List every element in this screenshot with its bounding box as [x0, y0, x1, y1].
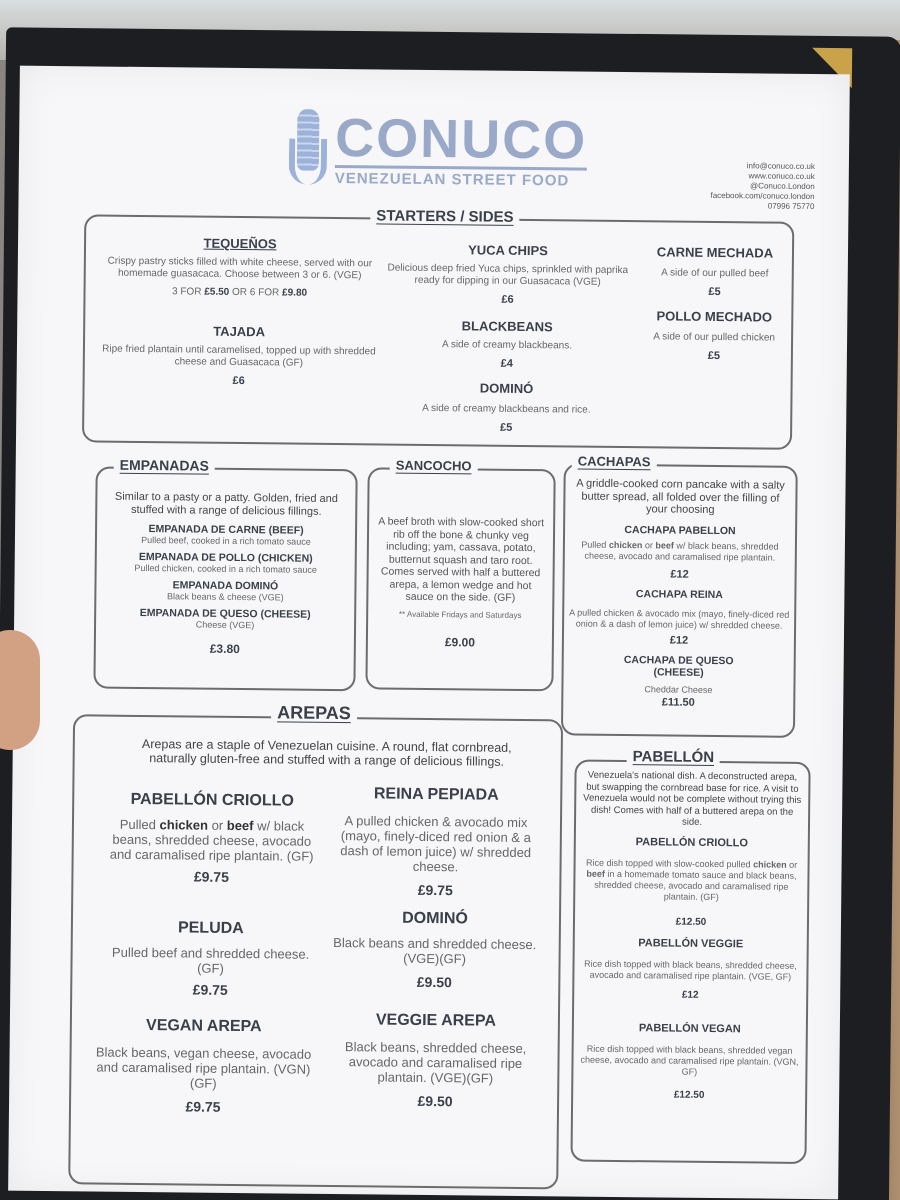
- arepa-criollo-desc: [102, 817, 322, 864]
- sancocho-desc: A beef broth with slow-cooked short rib off the bone & chunky veg including; yam, cassava, potato, butternut squash and taro root. Comes served with half a buttered arepa, a lemon wedge and hot sauce on the side. (GF): [378, 515, 545, 604]
- carne-mechada-name: CARNE MECHADA: [656, 244, 774, 261]
- sancocho-item: [374, 515, 547, 649]
- pollo-mechado-item: [639, 308, 790, 363]
- arepa-vegan-desc: Black beans, vegan cheese, avocado and caramalised ripe plantain. (VGN)(GF): [95, 1044, 312, 1091]
- empanada-carne-desc: Pulled beef, cooked in a rich tomato sauce: [141, 534, 311, 547]
- blackbeans-name: BLACKBEANS: [461, 318, 553, 335]
- brand-logo: [289, 109, 588, 192]
- arepa-vegan-price: £9.75: [185, 1098, 221, 1115]
- contact-email: info@conuco.co.uk: [746, 161, 815, 172]
- tajada-price: £6: [232, 374, 245, 388]
- arepa-criollo-desc-b: chicken: [159, 817, 209, 833]
- yuca-item: [377, 241, 638, 307]
- arepa-criollo-name: PABELLÓN CRIOLLO: [130, 790, 294, 810]
- empanada-item: [101, 551, 351, 576]
- tequenos-price-6: £9.80: [282, 287, 308, 299]
- tajada-desc: Ripe fried plantain until caramelised, topped up with shredded cheese and Guasacaca (GF): [102, 343, 376, 369]
- empanada-pollo-desc: Pulled chicken, cooked in a rich tomato sauce: [134, 562, 317, 575]
- thumb: [0, 630, 40, 750]
- arepa-reina-item: [327, 785, 544, 899]
- blackbeans-desc: A side of creamy blackbeans.: [441, 339, 573, 352]
- pabellon-veggie-desc: Rice dish topped with black beans, shredded cheese, avocado and caramalised ripe plantain. (VGE, GF): [584, 958, 797, 982]
- cachapa-queso-price: £11.50: [661, 695, 695, 709]
- sancocho-note: ** Available Fridays and Saturdays: [398, 609, 522, 620]
- arepa-vegan-item: [85, 1016, 322, 1115]
- cachapa-reina-name: CACHAPA REINA: [635, 587, 723, 601]
- empanadas-list: [100, 491, 352, 658]
- arepa-criollo-item: [101, 791, 322, 886]
- empanada-pollo-name: EMPANADA DE POLLO (CHICKEN): [138, 550, 313, 565]
- menu-sheet: [8, 66, 850, 1200]
- pollo-mechado-desc: A side of our pulled chicken: [653, 331, 776, 344]
- pabellon-title: PABELLÓN: [627, 748, 721, 766]
- arepa-domino-item: [326, 909, 543, 991]
- pabellon-criollo-desc-c: or: [789, 859, 798, 870]
- arepa-criollo-desc-d: beef: [226, 817, 254, 834]
- empanadas-title: EMPANADAS: [114, 457, 215, 474]
- pollo-mechado-name: POLLO MECHADO: [656, 308, 773, 325]
- pabellon-vegan-desc: Rice dish topped with black beans, shredded vegan cheese, avocado and caramalised ripe plantain. (VGN, GF): [580, 1043, 799, 1077]
- empanada-queso-name: EMPANADA DE QUESO (CHEESE): [139, 606, 311, 621]
- arepa-reina-desc: A pulled chicken & avocado mix (mayo, finely-diced red onion & a dash of lemon juice) w/ shredded cheese.: [340, 813, 532, 875]
- corn-icon: [289, 109, 328, 189]
- cachapa-pabellon-desc-b: chicken: [608, 539, 643, 550]
- arepa-domino-price: £9.50: [416, 973, 452, 991]
- arepa-domino-desc: Black beans and shredded cheese. (VGE)(GF): [333, 935, 537, 967]
- arepa-peluda-price: £9.75: [192, 981, 228, 998]
- cachapa-pabellon-desc-a: Pulled: [581, 539, 607, 550]
- arepa-criollo-desc-e: w/ black beans, shredded cheese, avocado and caramalised ripe plantain. (GF): [109, 818, 314, 864]
- arepa-reina-name: REINA PEPIADA: [373, 785, 499, 804]
- tequenos-desc: Crispy pastry sticks filled with white cheese, served with our homemade guasacaca. Choose between 3 or 6. (VGE): [107, 255, 373, 282]
- pabellon-criollo-desc: [579, 857, 803, 903]
- pabellon-intro: Venezuela's national dish. A deconstructed arepa, but swapping the cornbread base for rice. A visit to Venezuela would not be complete without trying this dish! Comes with half of a buttered arepa on the side.: [583, 769, 802, 828]
- cachapa-pabellon-desc-c: or: [644, 539, 653, 550]
- cachapa-pabellon-desc-d: beef: [655, 539, 674, 551]
- arepa-peluda-desc: Pulled beef and shredded cheese. (GF): [111, 944, 310, 976]
- cachapa-pabellon-name: CACHAPA PABELLON: [624, 523, 736, 537]
- sancocho-price: £9.00: [444, 634, 475, 649]
- yuca-name: YUCA CHIPS: [468, 242, 548, 259]
- blackbeans-price: £4: [500, 357, 514, 370]
- yuca-price: £6: [501, 293, 514, 306]
- starters-title: STARTERS / SIDES: [370, 207, 519, 226]
- carne-mechada-desc: A side of our pulled beef: [661, 267, 769, 280]
- arepas-intro: Arepas are a staple of Venezuelan cuisine. A round, flat cornbread, naturally gluten-free and stuffed with a range of delicious fillings.: [141, 737, 512, 769]
- arepa-peluda-name: PELUDA: [177, 919, 244, 938]
- arepa-vegan-name: VEGAN AREPA: [145, 1017, 262, 1036]
- brand-name: CONUCO: [334, 107, 588, 171]
- pabellon-criollo-desc-a: Rice dish topped with slow-cooked pulled: [585, 857, 751, 869]
- domino-side-item: [376, 379, 637, 435]
- arepa-veggie-price: £9.50: [417, 1092, 453, 1110]
- brand-tagline: VENEZUELAN STREET FOOD: [334, 169, 570, 190]
- arepa-criollo-desc-c: or: [211, 817, 224, 833]
- domino-side-name: DOMINÓ: [479, 380, 534, 397]
- pabellon-list: [577, 770, 804, 1102]
- tajada-name: TAJADA: [213, 323, 266, 340]
- empanadas-price: £3.80: [209, 641, 240, 657]
- carne-mechada-item: [640, 244, 791, 299]
- cachapas-intro: A griddle-cooked corn pancake with a salty butter spread, all folded over the filling of your choosing: [576, 477, 785, 516]
- pabellon-criollo-price: £12.50: [675, 916, 707, 928]
- contact-info: [710, 161, 815, 212]
- cachapa-pabellon-desc: [569, 539, 791, 563]
- empanada-domino-desc: Black beans & cheese (VGE): [167, 591, 284, 603]
- cachapas-list: [567, 477, 791, 709]
- arepa-reina-price: £9.75: [417, 881, 453, 899]
- arepa-criollo-desc-a: Pulled: [119, 816, 157, 833]
- pabellon-veggie-name: PABELLÓN VEGGIE: [638, 936, 744, 950]
- pabellon-criollo-desc-b: chicken: [753, 858, 787, 870]
- tequenos-price-3-label: 3 FOR: [171, 286, 202, 298]
- blackbeans-item: [377, 317, 638, 371]
- domino-side-price: £5: [499, 421, 513, 434]
- empanada-item: [100, 607, 350, 632]
- tequenos-name: TEQUEÑOS: [203, 235, 277, 252]
- pabellon-veggie-price: £12: [681, 989, 699, 1001]
- pabellon-vegan-name: PABELLÓN VEGAN: [638, 1021, 741, 1035]
- arepa-veggie-name: VEGGIE AREPA: [375, 1011, 497, 1030]
- tajada-item: [99, 323, 380, 389]
- sancocho-title: SANCOCHO: [390, 458, 478, 474]
- tequenos-item: [100, 235, 381, 300]
- empanada-item: [100, 579, 350, 604]
- cachapa-pabellon-price: £12: [670, 568, 689, 581]
- yuca-desc: Delicious deep fried Yuca chips, sprinkled with paprika ready for dipping in our Guasacaca (VGE): [387, 262, 629, 288]
- cachapa-reina-price: £12: [669, 634, 689, 647]
- carne-mechada-price: £5: [708, 285, 721, 299]
- contact-facebook: facebook.com/conuco.london: [710, 190, 815, 202]
- pabellon-vegan-price: £12.50: [673, 1089, 705, 1101]
- domino-side-desc: A side of creamy blackbeans and rice.: [422, 402, 591, 416]
- tequenos-price-or: OR 6 FOR: [231, 286, 280, 299]
- arepa-veggie-desc: Black beans, shredded cheese, avocado and caramalised ripe plantain. (VGE)(GF): [344, 1039, 527, 1086]
- empanada-queso-desc: Cheese (VGE): [195, 619, 255, 631]
- pabellon-criollo-name: PABELLÓN CRIOLLO: [635, 835, 748, 849]
- empanada-carne-name: EMPANADA DE CARNE (BEEF): [148, 523, 304, 537]
- empanada-item: [101, 523, 351, 548]
- contact-phone: 07996 75770: [767, 201, 815, 212]
- cachapa-queso-desc: Cheddar Cheese: [644, 683, 713, 695]
- arepa-peluda-item: [100, 919, 321, 999]
- contact-social: @Conuco.London: [750, 181, 815, 192]
- cachapa-reina-desc: A pulled chicken & avocado mix (mayo, finely-diced red onion & a dash of lemon juice) w/ shredded cheese.: [569, 606, 790, 631]
- arepa-veggie-item: [325, 1011, 546, 1110]
- pabellon-criollo-desc-e: in a homemade tomato sauce and black beans, shredded cheese, avocado and caramalised ripe plantain. (GF): [594, 868, 797, 902]
- cachapa-queso-name: CACHAPA DE QUESO (CHEESE): [623, 653, 734, 679]
- empanada-domino-name: EMPANADA DOMINÓ: [172, 579, 279, 593]
- pabellon-criollo-desc-d: beef: [586, 868, 605, 879]
- tequenos-price-3: £5.50: [204, 286, 230, 298]
- contact-web: www.conuco.co.uk: [748, 171, 815, 182]
- arepa-domino-name: DOMINÓ: [402, 909, 468, 928]
- arepas-title: AREPAS: [271, 702, 357, 724]
- cachapa-pabellon-desc-e: w/ black beans, shredded cheese, avocado and caramalised ripe plantain.: [584, 540, 779, 563]
- empanadas-intro: Similar to a pasty or a patty. Golden, fried and stuffed with a range of delicious fillings.: [114, 490, 338, 518]
- cachapas-title: CACHAPAS: [572, 453, 657, 469]
- arepa-criollo-price: £9.75: [193, 868, 230, 885]
- pollo-mechado-price: £5: [707, 349, 721, 363]
